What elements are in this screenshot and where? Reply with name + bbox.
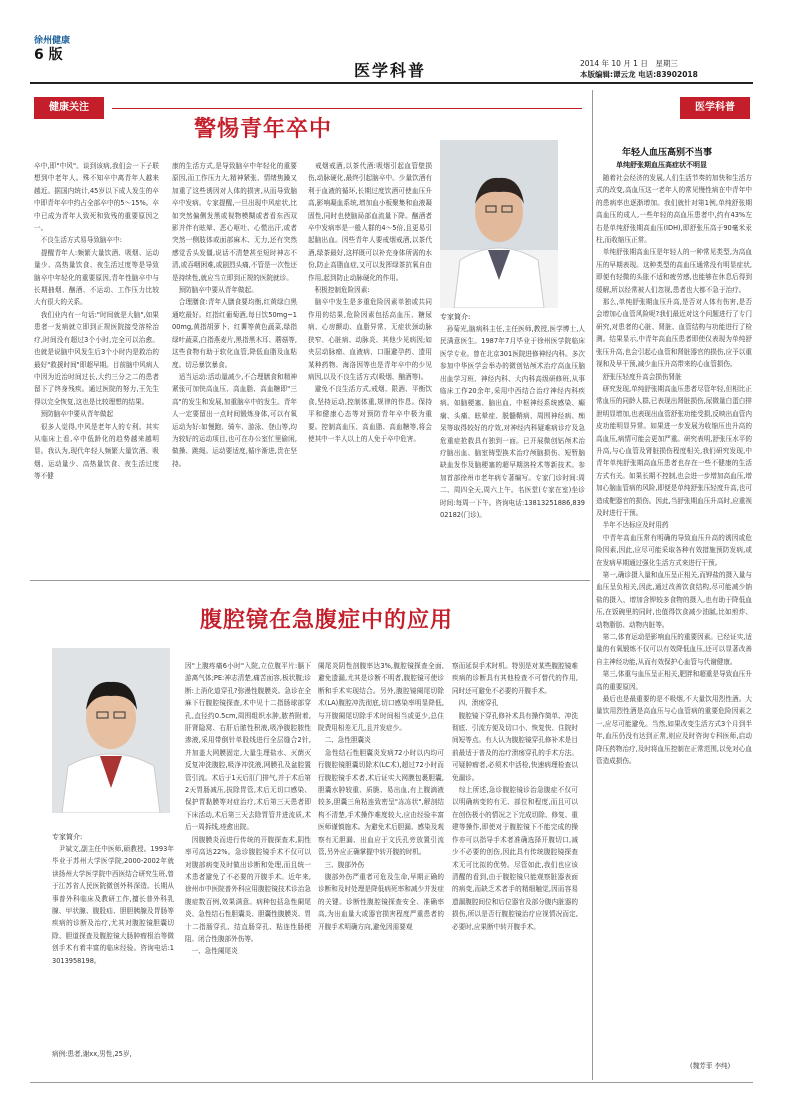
article2-top-rule xyxy=(30,580,590,581)
section-title: 医学科普 xyxy=(353,61,426,80)
page-number: 6 版 xyxy=(34,47,63,63)
article2-col2: 阑尾炎阴性剖腹率达3%,腹腔镜探查全面,避免遗漏,尤其是诊断不明者,腹腔镜可使诊断和手术实现结合。另外,腹腔镜阑尾切除术(LA)腹腔冲洗彻底,切口感染率明显降低,与开腹阑尾切除手术时间相当或更少,总住院费用相差无几,且并发症少。 二、急性胆囊炎 急性结石性胆囊炎发病72小时以内均可行腹腔镜胆囊切除术(LC术),超过72小时而行腹腔镜手术者,术后证实大网膜包裹胆囊,胆囊水肿较重、质脆、易出血,有上腹滴液较多,胆囊三角粘连致密呈"冻冻状",解剖结构不清楚,手术操作难度较大,应由经验丰富医师谨慎施术。为避免术后胆漏、感染及观察有无胆漏、出血应于文氏孔旁放置引流管,另外应正确掌握中转开腹的时机。 三、腹部外伤 腹部外伤严重者可危及生命,早期正确的诊断和及时处理是降低病死率和减少并发症的关键。诊断性腹腔镜探查安全、准确率高,为出血量大或器官损害程度严重患者的开腹手术明确方向,避免因需要观 xyxy=(318,662,444,931)
article2-col3: 察而延误手术时机。特别是对某些腹腔镜难疾病的诊断具有其他检查不可替代的作用,同时还可避免不必要的开腹手术。 四、溃疡穿孔 腹腔镜下穿孔修补术具有操作简单、冲洗彻底、引流方便及切口小、恢复快、住院时间短等点。有人认为腹腔镜穿孔修补术是目前最适于普及的治疗溃疡穿孔的手术方法。可疑肿瘤者,必须术中活检,快速病理检查以免漏诊。 综上所述,急诊腹腔镜诊治急腹症不仅可以明确病变的有无、部位和程度,而且可以在创伤极小的情况之下完成切除、修复、重建等操作,即使对于腹腔镜下不能完成的操作亦可以指导手术者准确选择开腹切口,减少不必要的创伤,因此具有传统腹腔镜探查术无可比拟的优势。尽管如此,我们也应该清醒的看到,由于腹腔镜只能观察脏器表面的病变,而缺乏术者手的精细触觉,因而容易遗漏腹腔间位和后位器官及部分腹内脏器的损伤,所以是否行腹腔镜治疗应视情况而定,必要时,应果断中转开腹手术。 xyxy=(452,662,578,931)
article1-col2: 康的生活方式,是导致脑卒中年轻化的重要原因,而工作压力大,精神紧张、情绪焦躁又加重了这些诱因对人体的损害,从而导致脑卒中发病。专家提醒,一旦出现中风症状,比如突然偏侧发黑或视物模糊或者看东西双影并伴有眩晕、恶心呕吐、心慌出汗,或者突然一侧肢体或面部麻木、无力,还有突然感觉舌头发僵,说话不清楚甚至短时神志不清,或吞咽困难,或剧烈头痛,不管是一次性还是持续性,就应当立即到正规的医院就诊。 预防脑卒中要从青年做起。 合理膳食:青年人膳食要均衡,红黄绿白黑通吃最好。红指红葡萄酒,每日饮50mg~100mg,黄指胡萝卜、红薯等黄色蔬菜,绿指绿叶蔬菜,白指燕麦片,黑指黑木耳、蘑菇等,这些食物有助于软化血管,降低血脂及血粘度。切忌暴饮暴食。 适当运动:活动量减少,不合理膳食和精神紧张可加快高血压、高血脂、高血糖即"三高"的发生和发展,加重脑卒中的发生。青年人一定要留出一点时间锻炼身体,可以有氧运动为好:如慢跑、骑车、游泳、登山等,均为较好的运动项目,也可在办公室忙里偷闲,做操、跳绳。运动要适度,循序渐进,贵在坚持。 xyxy=(172,162,297,468)
expert2-label: 专家简介: xyxy=(52,833,83,841)
right-tag-label: 医学科普 xyxy=(695,102,735,113)
expert2-bio: 尹斌文,副主任中医师,硕教授。1993年毕业于苏州大学医学院,2000-2002年就读扬州大学医学院中西医结合研究生班,曾于江苏省人民医院微创外科深造。长期从事普外科临床及教研工作,擅长普外科乳腺、甲状腺、腹股疝、胆胆胰腺及胃肠等疾病的诊断及治疗,尤其对腹腔镜胆囊切除、胆道探查及腹腔镜大肠肿瘤根治等微创手术有着丰富的临床经验。咨询电话:13013958198。 xyxy=(52,845,174,965)
right-tag xyxy=(680,97,750,119)
left-tag xyxy=(34,97,104,119)
article3-title: 年轻人血压高别不当事 xyxy=(622,148,713,158)
footer-rule xyxy=(30,1082,753,1083)
left-tag-label: 健康关注 xyxy=(49,102,89,113)
expert1-photo xyxy=(440,140,558,308)
paper-name: 徐州健康 xyxy=(34,36,71,46)
expert2-photo xyxy=(52,648,170,813)
doctor-portrait-icon xyxy=(440,140,558,308)
article2-title: 腹腔镜在急腹症中的应用 xyxy=(200,608,454,633)
article1-title: 警惕青年卒中 xyxy=(194,117,333,142)
article3-subtitle: 单纯舒张期血压高症状不明显 xyxy=(616,161,707,169)
article1-col3: 戒烟戒酒,以茶代酒:吸烟引起血管壁损伤,动脉硬化,最终引起脑卒中。少量饮酒有利于血液的循环,长期过度饮酒可使血压升高,影响凝血系统,增加血小板聚集和血液凝固性,同时也使脑局部血流量下降。酗酒者卒中发病率是一般人群的4～5倍,且更易引起脑出血。因些青年人要戒烟戒酒,以茶代酒,绿茶最好,这样既可以补充身体所需的水份,防止高脂血症,又可以发挥绿茶抗氧自由作用,起到防止动脉硬化的作用。 积极控制危险因素: 脑卒中发生是多重危险因素单独或共同作用的结果,危险因素包括高血压、糖尿病、心房颤动、血脂异常、无症状颈动脉狭窄、心脏病、动脉炎、其他少见病因;如夹层动脉瘤、血液病、口服避孕药、遗用某种药物、海洛因等也是青年卒中的少见病因,以及不良生活方式(吸烟、酗酒等)。 避免不良生活方式,戒烟、限酒、平衡饮食,坚持运动,控制体重,规律的作息。保持平和健康心态等对预防青年卒中极为重要。控制高血压、高血脂、高血糖等,将会使其中一半人以上的人免于卒中危害。 xyxy=(308,162,432,443)
doctor-portrait-icon xyxy=(52,648,170,813)
article2-col1: 因"上腹疼痛6小时"入院,立位腹平片:膈下游离气体;PE:神志清楚,痛苦面容,板状腹;诊断:上消化道穿孔?弥漫性腹膜炎。急诊在全麻下行腹腔镜探查,术中见十二指肠球部穿孔,直径约0.5cm,周围组织水肿,脓苔附着,肝肾隐窝、右肝后脓性积液,吸净腹腔脓性渗液,采用带倒针单股线进行全层缝合2针,并加盖大网膜固定,大量生理盐水、灭菌灭反复冲洗腹腔,吸净冲洗液,网膜孔及盆腔置管引流。术后于1天后肛门排气,并于术后第2天胃肠减压,拔除胃管,术后无切口感染、保护胃黏膜等对症治疗,术后第三天患者即下床活动,术后第三天去除胃管并进流质,术后一周拆线,痊愈出院。 因腹膜炎而进行传统的开腹探查术,阴性率可高达22%。急诊腹腔镜手术不仅可以对腹部病变及时做出诊断和处理,而且统一术患者避免了不必要的开腹手术。近年来,徐州市中医院普外科应用腹腔镜技术诊治急腹症数百例,效果满意。病种包括急性阑尾炎、急性结石性胆囊炎、胆囊性腹膜炎、胃十二指肠穿孔、结直肠穿孔、粘连性肠梗阻、闭合性腹部外伤等。 一、急性阑尾炎 xyxy=(185,662,311,956)
date-line: 2014 年 10 月 1 日 星期三 xyxy=(580,59,678,68)
article1-col1: 卒中,即"中风"。谈到该病,我们会一下子联想到中老年人。殊不知卒中离青年人越来越近。据国内统计,45岁以下成人发生的卒中即青年卒中约占全部卒中的5～15%。卒中已成为青年人致死和致残的重要原因之一。 不良生活方式易导致脑卒中: 提醒青年人:频繁大量饮酒、吸烟、运动量少、高热量饮食、夜生活过度等是导致脑卒中年轻化的重要原因,青年性脑卒中与长期抽烟、酗酒、不运动、工作压力比较大有很大的关系。 我们业内有一句话:"时间就是大脑",如果患者一发病就立即到正规医院接受溶栓治疗,时间没有超过3个小时,完全可以治愈。也就是说脑中风发生后3个小时内是救治的最好"救援时间"即超早期。目前脑中风病人中因为近治时间过长,大约三分之二的患者留下了终身残疾。通过医院的努力,王先生得以完全恢复,这也是比较理想的结果。 预防脑卒中要从青年做起 很多人觉得,中风是老年人的专利。其实从临床上看,卒中低龄化的趋势越来越明显。我认为,现代年轻人频繁大量饮酒、吸烟、运动量少、高热量饮食、夜生活过度等不健 xyxy=(34,162,159,481)
article2-case: 病例:患者,谢xx,男性,25岁, xyxy=(52,1050,132,1058)
editor-line: 本版编辑:谭云龙 电话:83902018 xyxy=(580,70,698,79)
column-divider xyxy=(592,90,593,1080)
article3-author: (魏芳菲 李纯) xyxy=(690,1062,731,1070)
article3-body: 随着社会经济的发展,人们生活节奏的加快和生活方式的改变,高血压这一老年人的常见慢性病在中青年中的患病率也逐渐增加。我们就针对第1例,单纯舒张期高血压的成人,一些年轻的高血压患者中,约有43%左右是单纯舒张期高血压(IDH),即舒张压高于90毫米汞柱,而收缩压正常。 单纯舒张期高血压是年轻人的一种常见类型,为高血压的早期表现。这种类型的高血压通常没有明显症状,即便有轻微的头胀不适和疲劳感,也能够在休息后得到缓解,所以经常被人们忽视,患者也大都不急于治疗。 那么,单纯舒张期血压升高,是否对人体有伤害,是否会增加心血管风险呢?我们最近对这个问题进行了专门研究,对患者的心脏、肾脏、血管结构与功能进行了检测。结果显示,中青年高血压患者即使仅表现为单纯舒张压升高,也会引起心血管和肾脏器官的损伤,应予以重视和及早干预,减少血压升高带来的心血管损伤。 舒张压轻度升高会损伤肾脏 研究发现,单纯舒张期高血压患者尽管年轻,但相比正常血压的同龄人群,已表现出肾脏损伤,尿微量白蛋白排泄明显增加,也表现出血管舒张功能受损,反映出血管内皮功能明显异常。如果进一步发展为收缩压也升高的高血压,病情可能会更加严重。研究表明,舒张压水平的升高,与心血管及肾脏损伤程度相关,我们研究发现,中青年单纯舒张期高血压患者也存在一些不健康的生活方式有关。如果长期不控制,也会进一步增加高血压,增加心脑血管病的风险,即便是单纯舒张压轻度升高,也可造成靶器官的损伤。因此,当舒张期血压升高时,应重视及时进行干预。 半年不达标应及时用药 中青年高血压常有明确的导致血压升高的诱因或危险因素,因此,应尽可能采取各种有效措施预防发病,或在发病早期通过强化生活方式来进行干预。 第一,确诊摄入量和血压呈正相关,而钾盐的摄入量与血压呈负相关,因此,通过改善饮食结构,尽可能减少钠盐的摄入、增加含钾较多食物的摄入,也有助于降低血压,在饭碗里的同时,也值得饮食减少油腻,比如煎炸、动物脂肪、动物内脏等。 第二,体育运动是影响血压的重要因素。已经证实,适量的有氧锻炼不仅可以有效降低血压,还可以显著改善自主神经功能,从而有效保护心血管与代谢健康。 第三,体重与血压呈正相关,肥胖和超重是导致血压升高的重要原因。 最后也是最重要的是不吸烟,不大量饮用烈性酒。大量饮用烈性酒是高血压与心血管病的重要危险因素之一,应尽可能避免。当然,如果改变生活方式3个月到半年,血压仍没有达到正常,则应及时咨询专科医师,启动降压药物治疗,及时将血压控制在正常范围,以免对心血管造成损伤。 xyxy=(596,174,752,766)
header-rule xyxy=(30,82,753,84)
expert1-bio: 孙菊光,脑病科主任,主任医师,教授,医学博士,人民满意医生。1987年7月毕业于徐州医学院临床医学专业。曾在北京301医院进修神经内科。多次参加中华医学会举办的微创钻颅术治疗高血压脑出血学习班、神经内科、大内科高级研修班,从事临床工作20余年,采用中西结合治疗神经内科疾病。如脑梗塞、脑出血、中枢神经系统感染、癫痫、头痛、眩晕症、脱髓鞘病、周围神经病、痴呆等取得较好的疗效,对神经内科疑难病诊疗及急危重症抢救具有独到一面。已开展微创钻颅术治疗脑出血、脑室铸型换术治疗颅脑损伤、短暂脑缺血发作及脑梗塞的超早期溶栓术等新技术。参加首部徐州市老年病专著编写。专家门诊时间:周二、周四全天,周六上午。名医堂(专家在室)坐诊时间:每周一下午。咨询电话:13813251886,83902182(门诊)。 xyxy=(440,325,585,520)
expert1-label: 专家简介: xyxy=(440,313,471,321)
article1-title-rule xyxy=(112,108,582,109)
